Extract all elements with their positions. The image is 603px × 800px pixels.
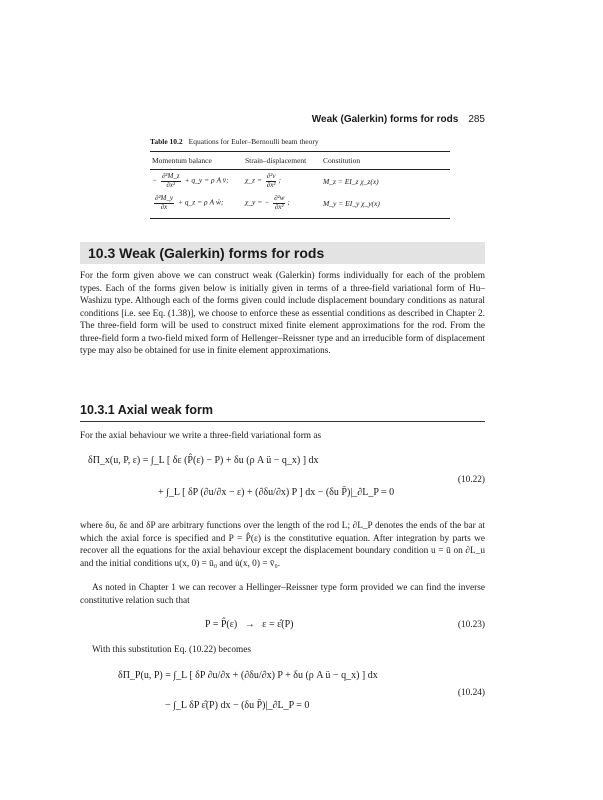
- fraction-denominator: ∂x²: [166, 180, 176, 189]
- running-head: [80, 114, 485, 125]
- fraction-denominator: ∂x: [160, 202, 168, 211]
- math-lhs: χ_y = −: [245, 197, 270, 207]
- page-number: 285: [468, 114, 485, 125]
- subsection-title: 10.3.1 Axial weak form: [80, 403, 213, 417]
- section-heading: [80, 242, 485, 264]
- math-end: ;: [278, 175, 281, 185]
- table-cell: [150, 173, 245, 189]
- fraction-numerator: ∂²v: [266, 172, 276, 181]
- fraction-denominator: ∂x²: [274, 202, 284, 211]
- equation-10-24-line1: δΠ_P(u, P) = ∫_L [ δP ∂u/∂x + (∂δu/∂x) P + δu (ρ A ü − q_x) ] dx: [118, 670, 378, 681]
- math-prefix: −: [152, 175, 158, 185]
- table-row: [150, 192, 450, 214]
- equation-number: (10.23): [457, 620, 485, 630]
- substitution-text: With this substitution Eq. (10.22) becomes: [92, 645, 251, 655]
- table-cell: M_y = EI_y χ_y(x): [323, 198, 380, 208]
- table-caption: [150, 137, 319, 146]
- fraction: [154, 195, 174, 211]
- section-title: 10.3 Weak (Galerkin) forms for rods: [88, 245, 325, 261]
- table-cell: [245, 173, 323, 189]
- table-cell: M_z = EI_z χ_z(x): [323, 176, 379, 186]
- equations-table: [150, 151, 450, 219]
- table-header-row: [150, 152, 450, 170]
- equation-number: (10.24): [457, 688, 485, 698]
- subsection-heading: [80, 401, 485, 422]
- fraction: [273, 195, 285, 211]
- fraction: [266, 173, 277, 189]
- equation-10-24-line2: − ∫_L δP ε̂(P) dx − (δu P̄)|_∂L_P = 0: [165, 700, 310, 711]
- fraction-numerator: ∂²M_y: [155, 194, 173, 203]
- equation-10-22-line1: δΠ_x(u, P, ε) = ∫_L [ δε (P̂(ε) − P) + δu (ρ A ü − q_x) ] dx: [88, 455, 319, 466]
- table-label: Table 10.2: [150, 137, 183, 146]
- table-row: [150, 170, 450, 192]
- table-header-cell: Strain–displacement: [245, 156, 307, 165]
- paragraph-chapter1: As noted in Chapter 1 we can recover a Hellinger–Reissner type form provided we can find the inverse constitutive relation such that: [80, 583, 485, 606]
- table-cell: [150, 195, 245, 211]
- equation-10-23: P = P̂(ε) → ε = ε̂(P): [205, 619, 294, 630]
- section-paragraph: For the form given above we can construct weak (Galerkin) forms individually for each of the problem types. Each of the forms given below is initially given in terms of a three-field variational form of Hu–Washizu type. Although each of the forms given could include displacement boundary conditions as natural conditions [i.e. see Eq. (1.38)], we choose to enforce these as essential conditions as described in Chapter 2. The three-field form will be used to construct mixed finite element approximations for the rod. From the three-field form a two-field mixed form of Hellenger–Reissner type and an irreducible form of displacement type may also be obtained for use in finite element approximations.: [80, 271, 485, 356]
- math-end: ;: [287, 197, 290, 207]
- table-header-cell: Momentum balance: [152, 156, 212, 165]
- table-cell: [245, 195, 323, 211]
- fraction-denominator: ∂x²: [266, 180, 276, 189]
- paragraph-after-equation: where δu, δε and δP are arbitrary functions over the length of the rod L; ∂L_P denotes the ends of the bar at which the axial force is specified and P = P̂(ε) is the constitutive equation. After integration by parts we recover all the equations for the axial behaviour except the displacement boundary condition u = ū on ∂L_u and the initial conditions u(x, 0) = ū₀ and u̇(x, 0) = v̄₀.: [80, 521, 485, 569]
- subsection-intro: For the axial behaviour we write a three-field variational form as: [80, 431, 322, 441]
- equation-number: (10.22): [457, 475, 485, 485]
- math-lhs: χ_z =: [245, 175, 262, 185]
- fraction-numerator: ∂²M_z: [161, 172, 180, 181]
- fraction: [161, 173, 181, 189]
- running-title: Weak (Galerkin) forms for rods: [311, 114, 459, 125]
- fraction-numerator: ∂²w: [274, 194, 285, 203]
- equation-10-22-line2: + ∫_L [ δP (∂u/∂x − ε) + (∂δu/∂x) P ] dx − (δu P̄)|_∂L_P = 0: [158, 487, 395, 498]
- math-rest: + q_z = ρ A ẅ;: [177, 197, 224, 207]
- table-header-cell: Constitution: [323, 156, 361, 165]
- math-rest: + q_y = ρ A v̈;: [184, 175, 229, 185]
- table-caption-text: Equations for Euler–Bernoulli beam theory: [188, 137, 319, 146]
